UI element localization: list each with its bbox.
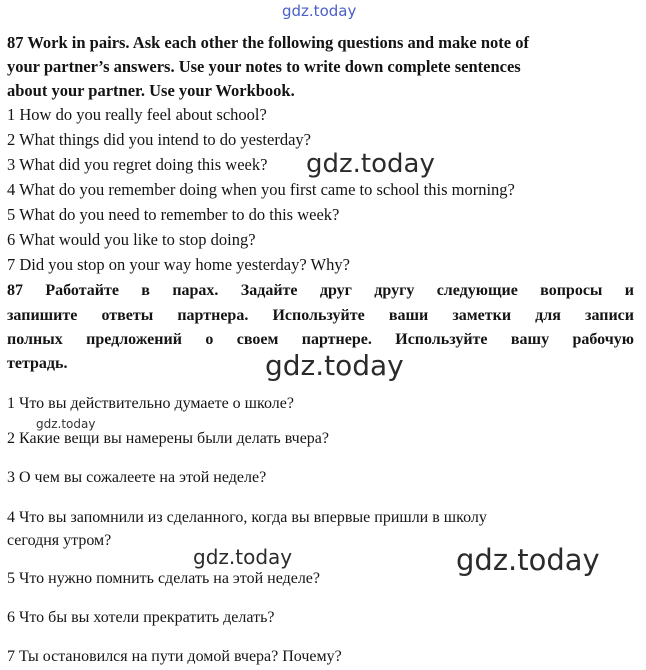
russian-task-line-3: полных предложений о своем партнере. Используйте вашу рабочую — [7, 331, 634, 348]
russian-question-4-continued: сегодня утром? — [7, 532, 112, 549]
watermark-mid-1: gdz.today — [306, 149, 435, 179]
russian-task-line-1: 87 Работайте в парах. Задайте друг другу следующие вопросы и — [7, 282, 634, 299]
watermark-top: gdz.today — [282, 2, 357, 20]
watermark-mid-2: gdz.today — [265, 349, 404, 382]
watermark-lower-2: gdz.today — [456, 543, 600, 577]
english-question-3: 3 What did you regret doing this week? — [7, 155, 268, 174]
russian-question-7: 7 Ты остановился на пути домой вчера? Почему? — [7, 648, 342, 665]
russian-question-5: 5 Что нужно помнить сделать на этой неделе? — [7, 570, 321, 587]
russian-question-1: 1 Что вы действительно думаете о школе? — [7, 395, 294, 412]
english-question-5: 5 What do you need to remember to do this week? — [7, 205, 340, 224]
russian-task-line-2: запишите ответы партнера. Используйте ваши заметки для записи — [7, 307, 634, 324]
russian-question-2: 2 Какие вещи вы намерены были делать вчера? — [7, 430, 329, 447]
watermark-lower-1: gdz.today — [193, 545, 293, 569]
english-task-line-3: about your partner. Use your Workbook. — [7, 81, 295, 100]
russian-question-4: 4 Что вы запомнили из сделанного, когда вы впервые пришли в школу — [7, 509, 487, 526]
watermark-small: gdz.today — [36, 417, 96, 431]
english-task-line-2: your partner’s answers. Use your notes to write down complete sentences — [7, 57, 521, 76]
english-task-line-1: 87 Work in pairs. Ask each other the following questions and make note of — [7, 33, 529, 52]
russian-task-line-4: тетрадь. — [7, 355, 68, 372]
english-question-7: 7 Did you stop on your way home yesterday? Why? — [7, 255, 350, 274]
english-question-1: 1 How do you really feel about school? — [7, 105, 267, 124]
russian-question-3: 3 О чем вы сожалеете на этой неделе? — [7, 469, 267, 486]
english-question-2: 2 What things did you intend to do yesterday? — [7, 130, 311, 149]
english-question-4: 4 What do you remember doing when you first came to school this morning? — [7, 180, 515, 199]
russian-question-6: 6 Что бы вы хотели прекратить делать? — [7, 609, 275, 626]
english-question-6: 6 What would you like to stop doing? — [7, 230, 256, 249]
